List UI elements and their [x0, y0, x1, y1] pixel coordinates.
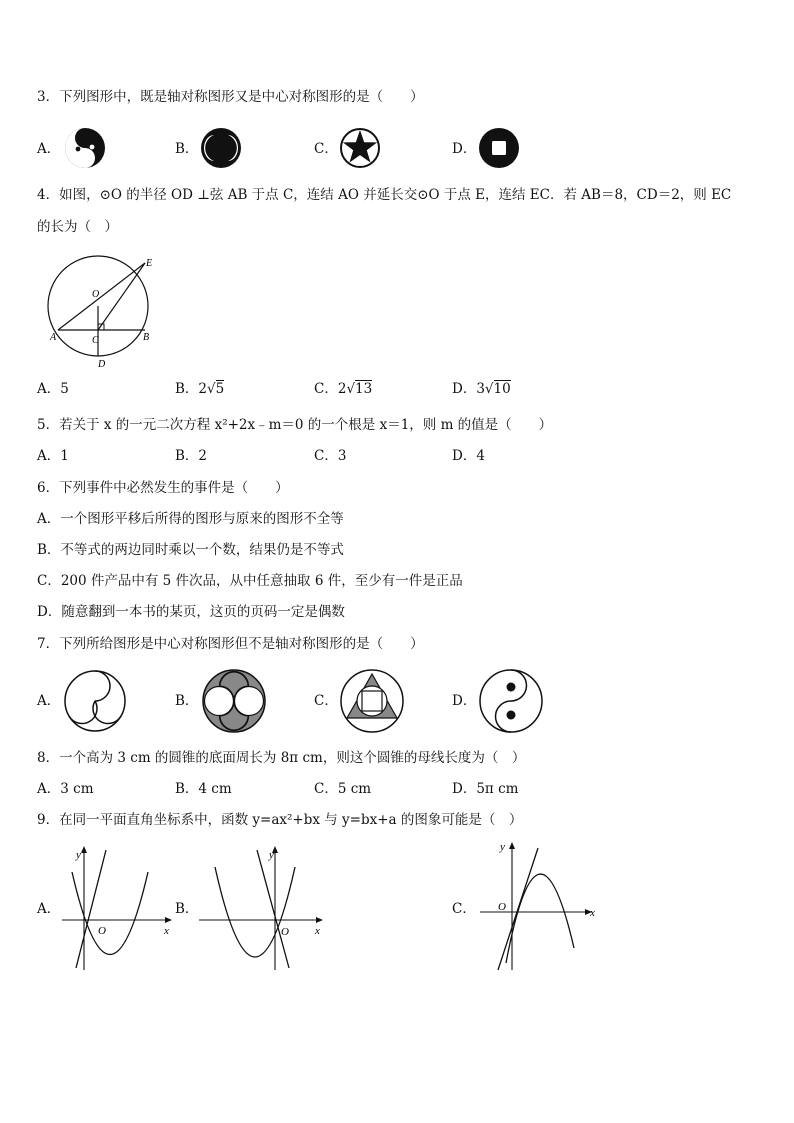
yin-yang-icon	[478, 668, 544, 734]
q4-circle-figure	[42, 252, 162, 370]
q4-option-b-label: B．	[175, 381, 199, 397]
label-c: C	[92, 335, 99, 346]
x-axis-label: x	[315, 925, 320, 937]
label-a: A	[50, 332, 57, 343]
triangle-square-circle-icon	[339, 668, 405, 734]
label-d: D	[98, 359, 106, 370]
q6-option-a: A．一个图形平移后所得的图形与原来的图形不全等	[37, 511, 344, 527]
q4-stem-line2: 的长为（ ）	[37, 219, 118, 235]
q4-option-c-coef: 2	[337, 381, 347, 397]
q4-option-a-value: 5	[60, 381, 69, 397]
q7-option-a-label: A．	[37, 693, 61, 709]
line-ae	[58, 263, 145, 330]
q5-option-c: C．3	[314, 448, 347, 464]
q4-option-c-radicand: 13	[355, 381, 373, 397]
segment-ec	[98, 263, 145, 330]
q9-option-c-label: C．	[452, 901, 476, 917]
q3-option-a-label: A．	[37, 141, 61, 157]
label-e: E	[146, 258, 153, 269]
q5-option-a: A．1	[37, 448, 69, 464]
q9-graph-c	[476, 838, 606, 973]
q4-option-b	[175, 380, 224, 398]
star-in-circle-icon	[338, 126, 382, 170]
q9-option-a-label: A．	[37, 901, 61, 917]
pinwheel-circle-icon	[62, 668, 128, 734]
sqrt-icon: √	[484, 381, 494, 397]
label-b: B	[143, 332, 150, 343]
q4-option-c-label: C．	[314, 381, 338, 397]
y-axis-label: y	[500, 841, 505, 853]
q8-option-a: A．3 cm	[37, 781, 94, 797]
q3-option-d-label: D．	[452, 141, 477, 157]
q9-stem: 9．在同一平面直角坐标系中，函数 y=ax²+bx 与 y=bx+a 的图象可能是（ ）	[37, 812, 523, 828]
y-axis-label: y	[269, 849, 274, 861]
q8-stem: 8．一个高为 3 cm 的圆锥的底面周长为 8π cm，则这个圆锥的母线长度为（ ）	[37, 750, 526, 766]
q8-option-b: B．4 cm	[175, 781, 232, 797]
q3-option-c-label: C．	[314, 141, 338, 157]
q9-option-b-label: B．	[175, 901, 199, 917]
origin-label: O	[281, 926, 289, 938]
q7-option-c-label: C．	[314, 693, 338, 709]
q8-option-c: C．5 cm	[314, 781, 372, 797]
q3-stem: 3．下列图形中，既是轴对称图形又是中心对称图形的是（ ）	[37, 89, 424, 105]
y-axis-label: y	[76, 849, 81, 861]
origin-label: O	[498, 901, 506, 913]
q7-option-d-label: D．	[452, 693, 477, 709]
q5-stem: 5．若关于 x 的一元二次方程 x²+2x﹣m＝0 的一个根是 x＝1，则 m 的值是（ ）	[37, 417, 553, 433]
q4-stem-line1: 4．如图，⊙O 的半径 OD ⊥弦 AB 于点 C，连结 AO 并延长交⊙O 于点 E，连结 EC．若 AB＝8，CD＝2，则 EC	[37, 187, 732, 203]
sqrt-icon: √	[346, 381, 356, 397]
q6-option-b: B．不等式的两边同时乘以一个数，结果仍是不等式	[37, 542, 344, 558]
q4-option-a	[37, 380, 69, 398]
q6-option-d: D．随意翻到一本书的某页，这页的页码一定是偶数	[37, 604, 345, 620]
q3-option-b-label: B．	[175, 141, 199, 157]
q4-option-c	[314, 380, 372, 398]
q6-option-c: C．200 件产品中有 5 件次品，从中任意抽取 6 件，至少有一件是正品	[37, 573, 463, 589]
q5-option-b: B．2	[175, 448, 208, 464]
x-axis-label: x	[590, 907, 595, 919]
label-o: O	[92, 289, 100, 300]
q4-option-d-radicand: 10	[493, 381, 511, 397]
q7-stem: 7．下列所给图形是中心对称图形但不是轴对称图形的是（ ）	[37, 636, 424, 652]
q8-option-d: D．5π cm	[452, 781, 519, 797]
q9-graph-a	[58, 842, 178, 972]
two-moons-icon	[199, 126, 243, 170]
sqrt-icon: √	[207, 381, 216, 397]
q7-option-b-label: B．	[175, 693, 199, 709]
taiji-icon	[63, 126, 107, 170]
four-petal-circle-icon	[201, 668, 267, 734]
q4-option-d-coef: 3	[476, 381, 485, 397]
q4-option-b-radicand: 5	[215, 381, 225, 397]
origin-label: O	[98, 925, 106, 937]
q6-stem: 6．下列事件中必然发生的事件是（ ）	[37, 480, 289, 496]
q5-option-d: D．4	[452, 448, 485, 464]
x-axis-label: x	[164, 925, 169, 937]
q4-option-b-coef: 2	[198, 381, 208, 397]
q4-option-d-label: D．	[452, 381, 477, 397]
q4-option-d	[452, 380, 511, 398]
q9-graph-b	[195, 842, 330, 972]
square-in-circle-icon	[477, 126, 521, 170]
q4-option-a-label: A．	[37, 381, 61, 397]
